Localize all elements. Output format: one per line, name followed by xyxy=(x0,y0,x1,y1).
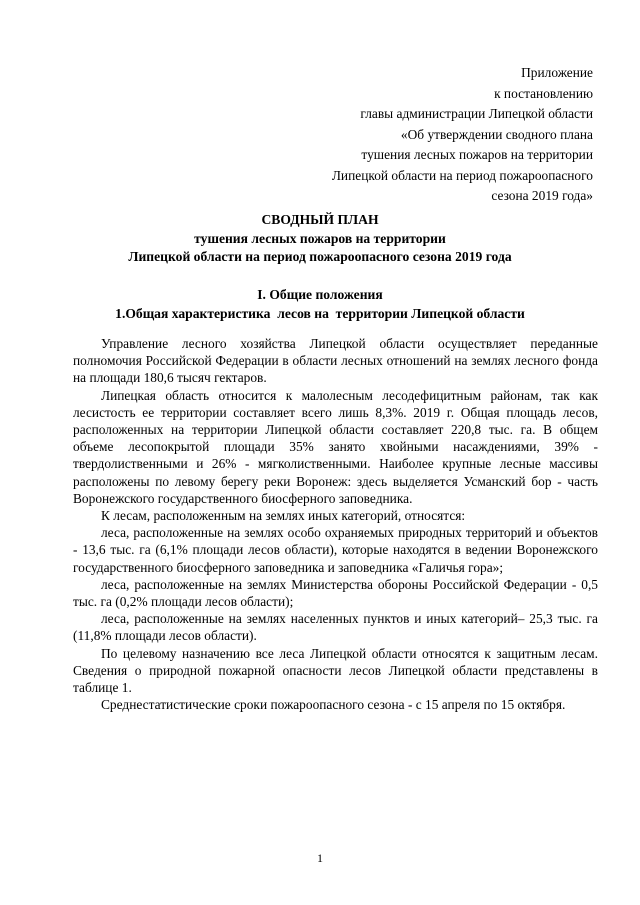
section-heading: I. Общие положения xyxy=(257,287,383,302)
section-subheading: 1.Общая характеристика лесов на территории Липецкой области xyxy=(115,306,525,321)
paragraph: леса, расположенные на землях Министерства обороны Российской Федерации - 0,5 тыс. га (0,2% площади лесов области); xyxy=(73,576,598,610)
paragraph: По целевому назначению все леса Липецкой области относятся к защитным лесам. Сведения о природной пожарной опасности лесов Липецкой области представлены в таблице 1. xyxy=(73,645,598,696)
section-heading-block xyxy=(40,285,600,323)
document-title xyxy=(40,211,600,267)
appendix-line: тушения лесных пожаров на территории xyxy=(361,147,593,162)
appendix-line: «Об утверждении сводного плана xyxy=(400,126,593,142)
appendix-line: Липецкой области на период пожароопасного xyxy=(331,167,593,183)
appendix-header xyxy=(332,63,593,207)
appendix-line: к постановлению xyxy=(494,85,593,101)
document-body xyxy=(73,335,598,713)
title-line: Липецкой области на период пожароопасного сезона 2019 года xyxy=(128,249,512,264)
appendix-line: сезона 2019 года» xyxy=(491,188,593,203)
paragraph: Управление лесного хозяйства Липецкой области осуществляет переданные полномочия Российской Федерации в области лесных отношений на землях лесного фонда на площади 180,6 тысяч гектаров. xyxy=(73,336,598,386)
appendix-line: главы администрации Липецкой области xyxy=(360,106,593,121)
paragraph: К лесам, расположенным на землях иных категорий, относятся: xyxy=(101,508,466,524)
title-line: тушения лесных пожаров на территории xyxy=(194,230,446,246)
paragraph: Среднестатистические сроки пожароопасного сезона - с 15 апреля по 15 октября. xyxy=(101,697,566,713)
paragraph: леса, расположенные на землях особо охраняемых природных территорий и объектов - 13,6 тыс. га (6,1% площади лесов области), которые находятся в ведении Воронежского государственного биосферного заповедника и заповедника «Галичья гора»; xyxy=(73,525,598,575)
appendix-line: Приложение xyxy=(521,65,593,80)
paragraph: леса, расположенные на землях населенных пунктов и иных категорий– 25,3 тыс. га (11,8% площади лесов области). xyxy=(73,611,598,644)
title-line: СВОДНЫЙ ПЛАН xyxy=(261,212,379,227)
paragraph: Липецкая область относится к малолесным лесодефицитным районам, так как лесистость ее территории составляет всего лишь 8,3%. 2019 г. Общая площадь лесов, расположенных на территории Липецкой области составляет 220,8 тыс. га. В общем объеме лесопокрытой площади 35% занято хвойными насаждениями, 39% - твердолиственными и 26% - мягколиственными. Наиболее крупные лесные массивы расположены по левому берегу реки Воронеж: здесь выделяется Усманский бор - часть Воронежского государственного биосферного заповедника. xyxy=(73,387,598,506)
page-number: 1 xyxy=(317,851,323,865)
